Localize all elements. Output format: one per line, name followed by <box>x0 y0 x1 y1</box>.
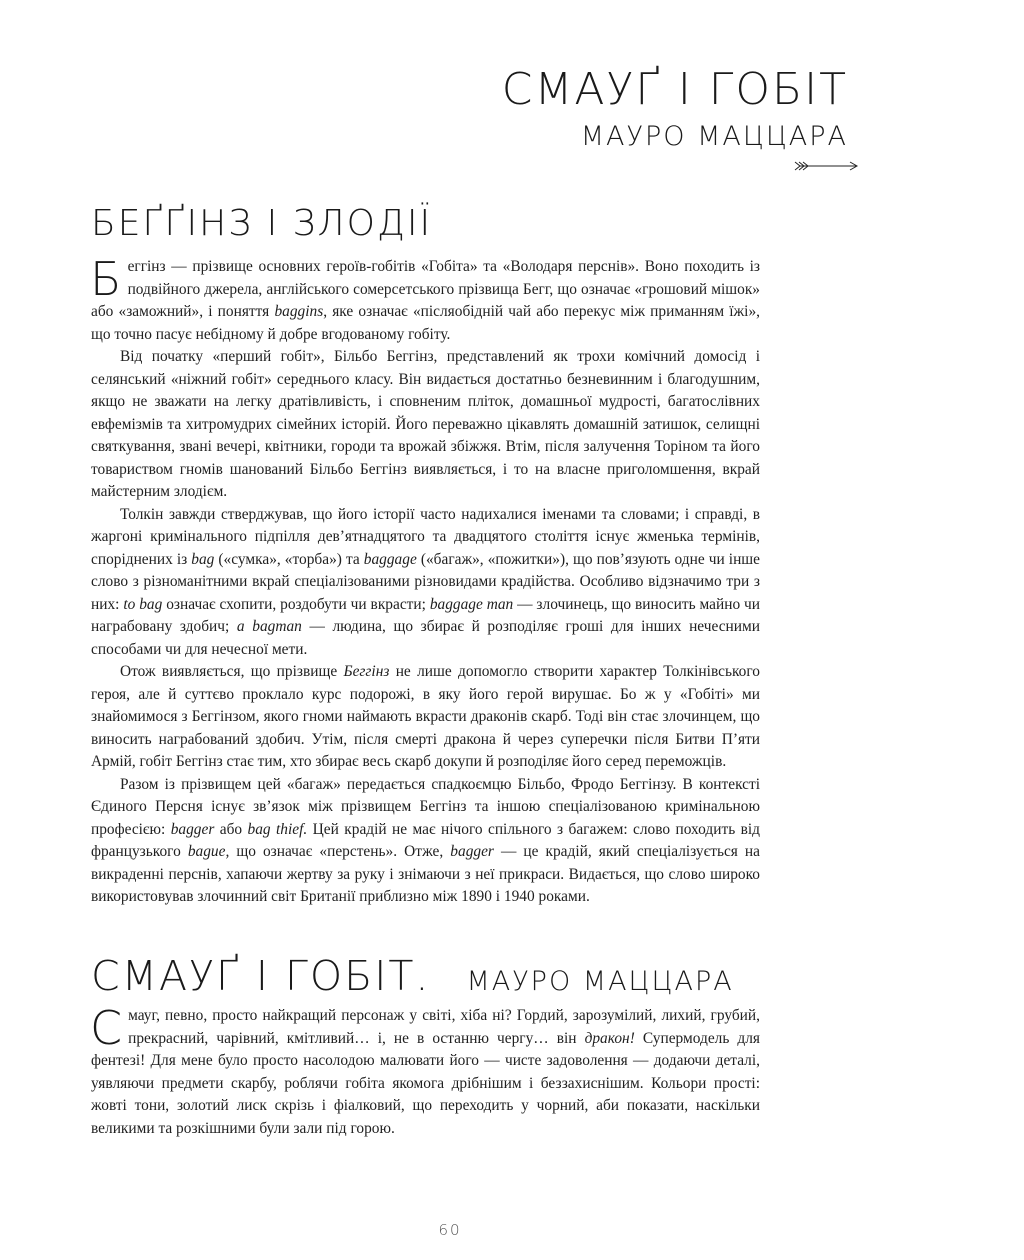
text-run: або <box>214 820 248 838</box>
text-run: , яке означає «післяобідній чай або перекус між приманням їжі», що точно пасує небідному й добре вгодованому гобіту. <box>91 303 760 343</box>
text-run: — це крадій, який спеціалізується на викраденні перснів, хапаючи жертву за руку і знімаючи з неї прикраси. Видається, що слово широко використовував злочинний світ Британії приблизно між 1890 і 1940 роками. <box>91 843 760 905</box>
italic-term: bagger <box>170 820 215 838</box>
text-run: еггінз — прізвище основних героїв-гобітів «Гобіта» та «Володаря перснів». Воно походить із подвійного джерела, англійського сомерсетського прізвища Бегг, що означає «грошовий мішок» або «заможний», і поняття <box>91 258 760 320</box>
text-run: Супермодель для фентезі! Для мене було просто насолодою малювати його — чисте задоволення — додаючи деталі, уявляючи предмети скарбу, роблячи гобіта якомога дрібнішим і беззахиснішим. Кольори прості: жовті тони, золотий лиск скрізь і фіалковий, що переходить у чорний, аби показати, наскільки великими та розкішними були зали під горою. <box>91 1029 760 1137</box>
section-body-2 <box>90 1001 760 1140</box>
book-title: СМАУҐ І ГОБІТ <box>501 64 848 115</box>
text-run: («сумка», «торба») та <box>214 550 364 568</box>
section-author: МАУРО МАЦЦАРА <box>466 966 734 997</box>
italic-term: baggins <box>274 303 324 320</box>
text-run: Отож виявляється, що прізвище <box>120 663 344 680</box>
paragraph <box>91 504 760 662</box>
text-run: що означає «перстень». Отже, <box>229 843 451 860</box>
paragraph <box>90 252 760 346</box>
italic-term: baggage man <box>429 595 514 613</box>
italic-term: to bag <box>123 595 163 613</box>
text-run: не лише допомогло створити характер Толкінівського героя, але й суттєво проклало курс подорожі, в яку його герой вирушає. Бо ж у «Гобіті» ми знайомимося з Беггінзом, якого гноми наймають вкрасти драконів скарб. Тоді він стає злочинцем, що виносить награбований здобич. Утім, після смерті дракона й через суперечки після Битви П’яти Армій, гобіт Беггінз стає тим, хто збирає весь скарб докупи й розподіляє його серед переможців. <box>91 663 760 770</box>
italic-term: дракон! <box>584 1029 635 1047</box>
italic-term: a bagman <box>236 618 302 635</box>
text-run: — злочинець, що виносить майно чи награбовану здобич; <box>91 595 761 635</box>
page-header <box>502 64 848 154</box>
text-run: означає схопити, роздобути чи вкрасти; <box>162 595 430 613</box>
italic-term: bag thief. <box>247 820 308 838</box>
arrow-ornament-icon <box>794 160 860 172</box>
text-run: Цей крадій не має нічого спільного з багажем: слово походить від французького <box>91 820 761 860</box>
text-run: Разом із прізвищем цей «багаж» передається спадкоємцю Більбо, Фродо Беггінзу. В контексті Єдиного Персня існує зв’язок між прізвищем Беггінз та іншою спеціалізованою кримінальною професією: <box>91 775 760 838</box>
section-heading: БЕҐҐІНЗ І ЗЛОДІЇ <box>91 203 433 244</box>
paragraph <box>90 1001 760 1140</box>
italic-term: bague, <box>187 843 230 860</box>
paragraph <box>91 774 760 909</box>
italic-term: baggage <box>363 550 417 568</box>
paragraph: Від початку «перший гобіт», Більбо Беггінз, представлений як трохи комічний домосід і селянський «ніжний гобіт» середнього класу. Він видається достатньо безневинним і благодушним, якщо не зважати на легку дратівливість, і сповненим пліток, домашньої мудрості, багатослівних евфемізмів та хитромудрих сімейних історій. Його переважно цікавлять домашній затишок, селищні святкування, звані вечері, квітники, городи та врожай збіжжя. Втім, після залучення Торіном та його товариством гномів шанований Більбо Беггінз виявляється, і то на власне приголомшення, вкрай майстерним злодієм. <box>91 348 760 500</box>
drop-cap: С <box>90 1001 123 1055</box>
section-body <box>90 252 761 909</box>
section-title: СМАУҐ І ГОБІТ. <box>91 952 431 1000</box>
paragraph <box>91 661 760 774</box>
drop-cap: Б <box>90 252 122 306</box>
author-name: МАУРО МАЦЦАРА <box>580 121 848 152</box>
text-run: Толкін завжди стверджував, що його історії часто надихалися іменами та словами; і справді, в жаргоні кримінального підпілля дев’ятнадцятого та двадцятого століття існує жменька термінів, споріднених із <box>91 505 760 568</box>
italic-term: bag <box>191 550 215 568</box>
italic-term: bagger <box>450 843 494 860</box>
text-run: мауг, певно, просто найкращий персонаж у світі, хіба ні? Гордий, зарозумілий, лихий, грубий, прекрасний, чарівний, кмітливий… і, не в останню чергу… він <box>128 1007 760 1047</box>
page-number: 60 <box>438 1221 462 1239</box>
section-heading-2 <box>91 952 760 1000</box>
text-run: — людина, що збирає й розподіляє гроші для інших нечесними способами чи для нечесної мети. <box>91 618 760 658</box>
text-run: («багаж», «пожитки»), що пов’язують одне чи інше слово з різноманітними вкрай спеціалізованими різновидами крадійства. Особливо відзначимо три з них: <box>91 550 760 613</box>
italic-term: Беггінз <box>343 663 390 680</box>
